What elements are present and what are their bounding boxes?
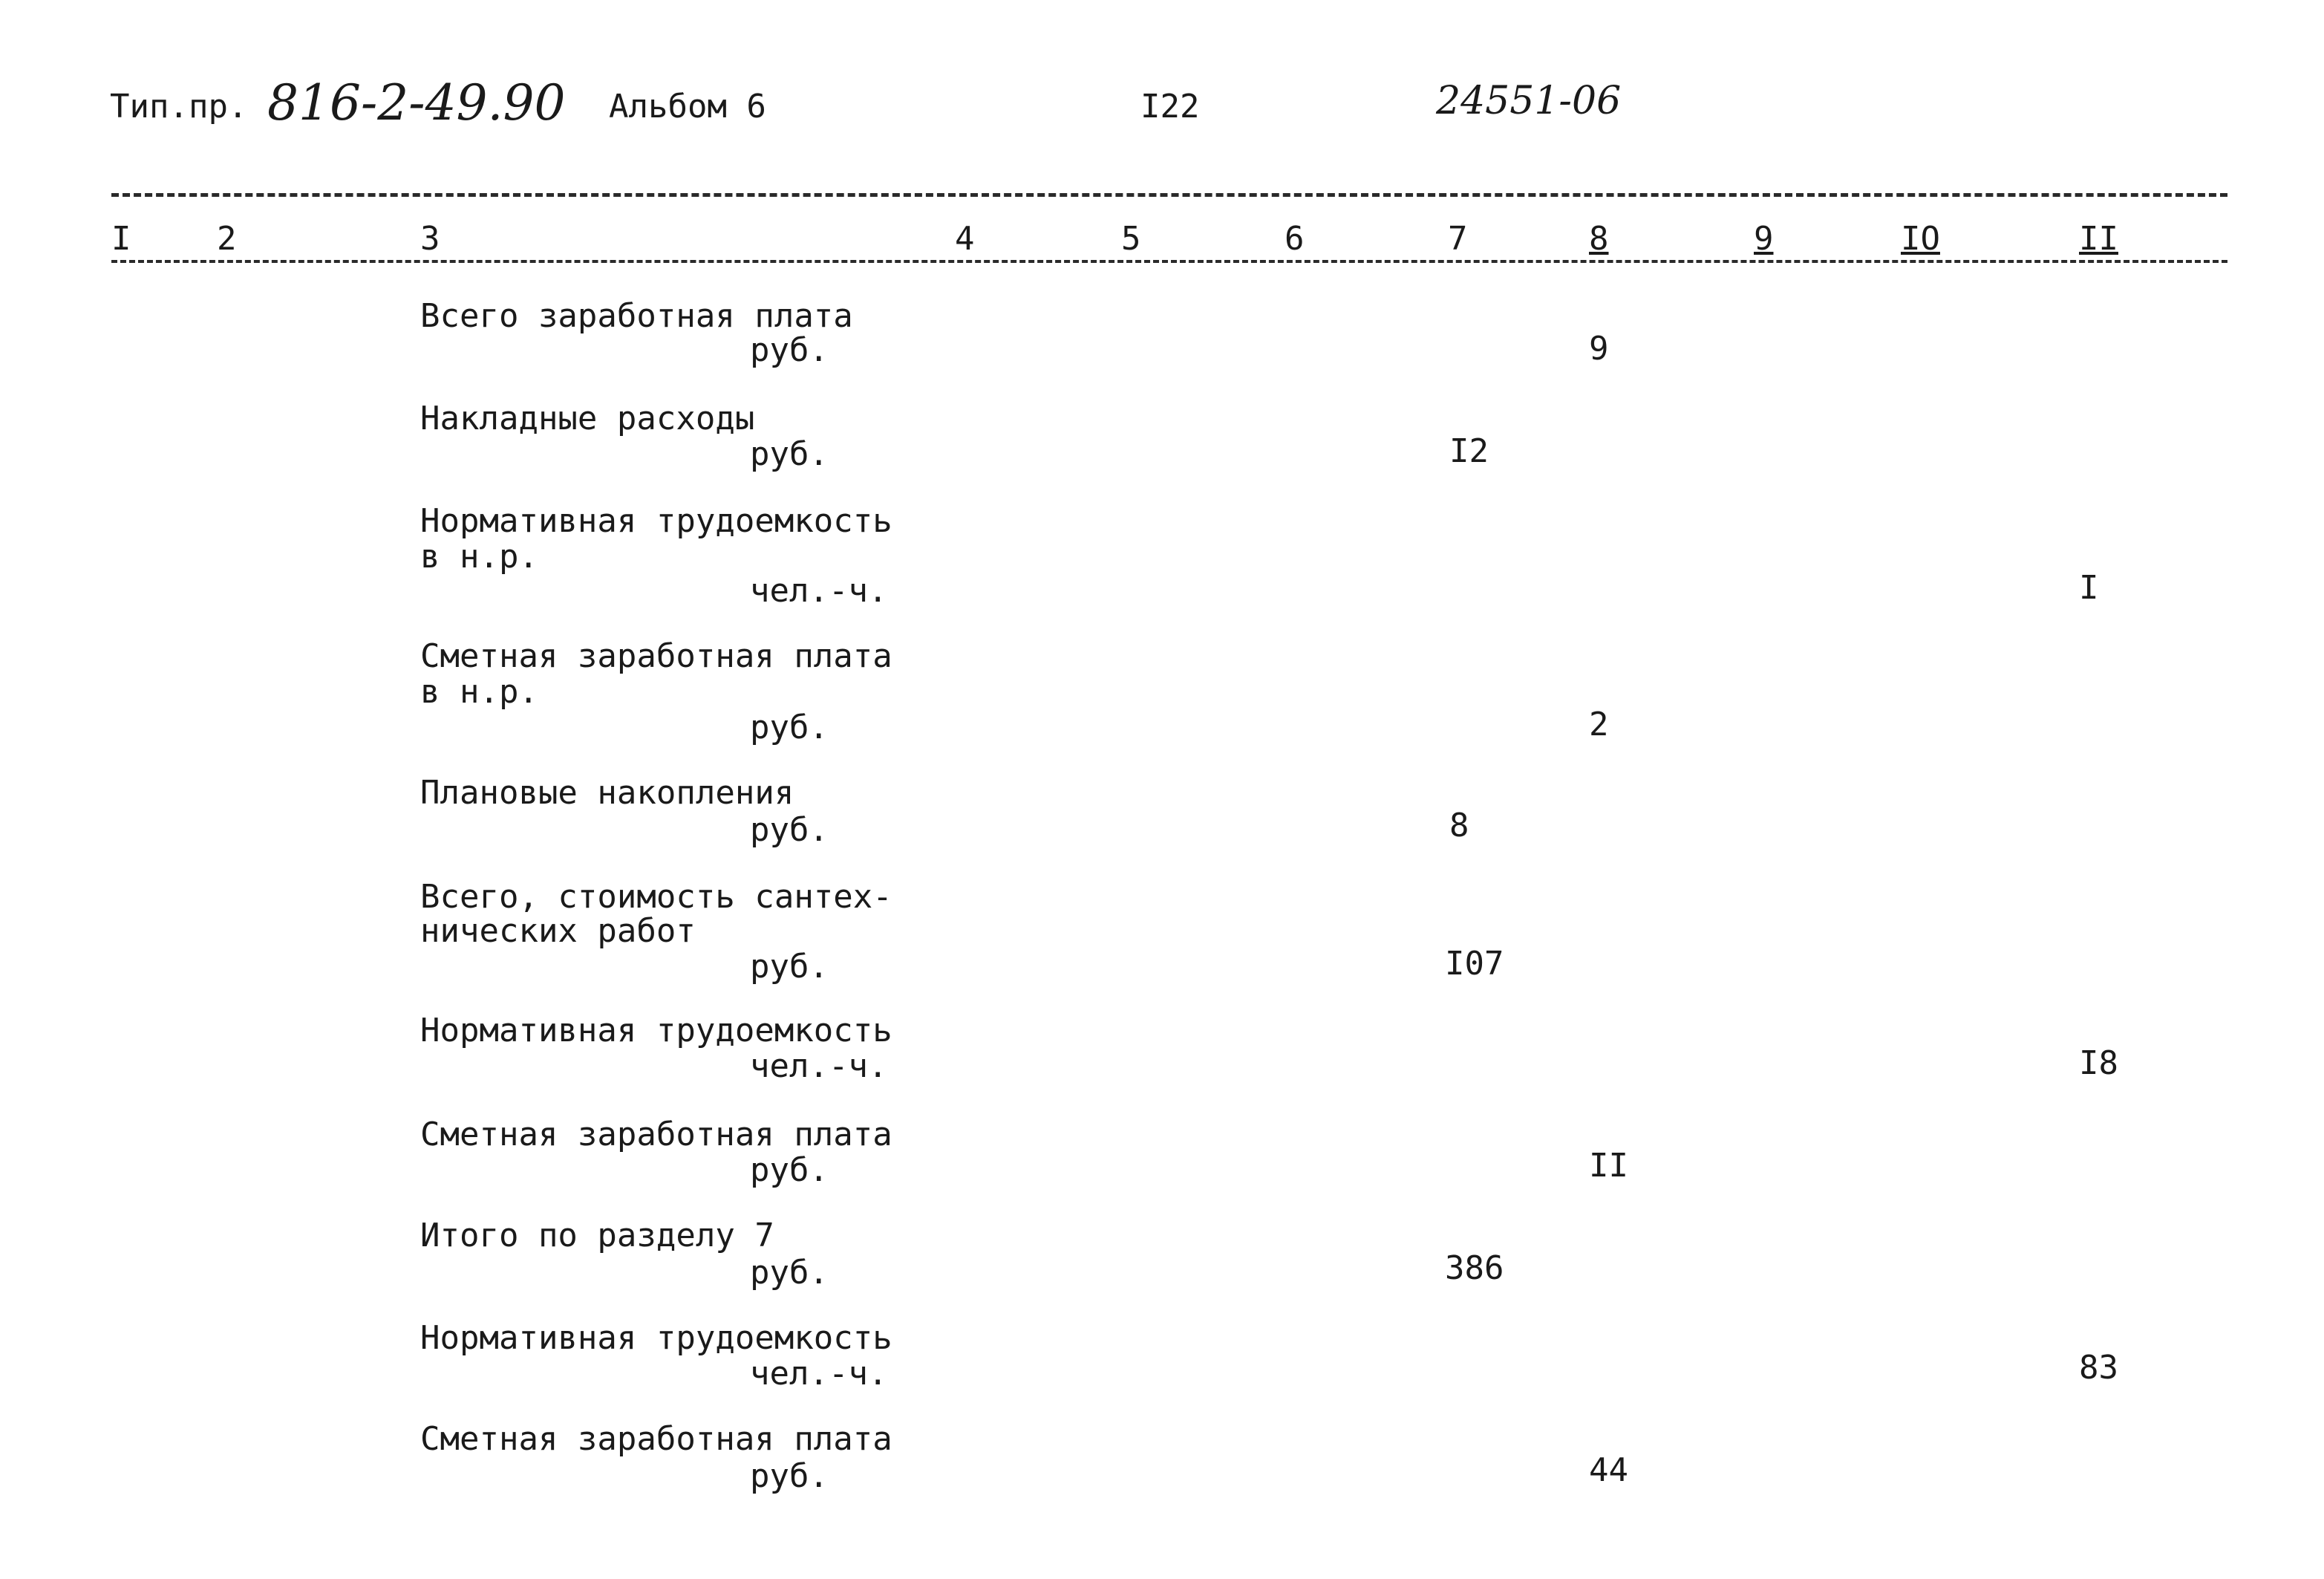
- row-8-col8: II: [1589, 1147, 1628, 1185]
- column-number-11: II: [2079, 220, 2118, 258]
- row-9-label: Итого по разделу 7: [420, 1217, 774, 1254]
- row-5-label: Плановые накопления: [420, 774, 794, 812]
- row-9-col7: 386: [1445, 1249, 1504, 1287]
- row-6-col7: I07: [1445, 945, 1504, 983]
- row-6-label-line2: нических работ: [420, 912, 696, 950]
- row-4-label-line1: Сметная заработная плата: [420, 637, 892, 675]
- row-1-label: Всего заработная плата: [420, 297, 853, 335]
- column-number-5: 5: [1121, 220, 1141, 258]
- row-4-col8: 2: [1589, 706, 1609, 743]
- page-number: I22: [1140, 88, 1200, 126]
- row-6-unit: руб.: [750, 948, 829, 986]
- project-code: 816-2-49.90: [267, 74, 566, 131]
- row-4-label-line2: в н.р.: [420, 673, 538, 711]
- row-1-col8: 9: [1589, 330, 1609, 368]
- row-1-unit: руб.: [750, 331, 829, 369]
- column-number-10: IO: [1901, 220, 1940, 258]
- row-11-col8: 44: [1589, 1451, 1628, 1489]
- row-3-label-line2: в н.р.: [420, 538, 538, 576]
- row-7-label: Нормативная трудоемкость: [420, 1012, 892, 1049]
- column-number-8: 8: [1589, 220, 1609, 258]
- row-2-col7: I2: [1449, 432, 1489, 470]
- row-2-unit: руб.: [750, 435, 829, 473]
- column-number-4: 4: [955, 220, 975, 258]
- column-number-9: 9: [1754, 220, 1774, 258]
- row-7-col11: I8: [2079, 1044, 2118, 1082]
- row-3-label-line1: Нормативная трудоемкость: [420, 502, 892, 540]
- row-10-label: Нормативная трудоемкость: [420, 1319, 892, 1357]
- row-5-col7: 8: [1449, 807, 1469, 844]
- column-header-rule: [111, 260, 2227, 270]
- row-9-unit: руб.: [750, 1254, 829, 1292]
- row-11-unit: руб.: [750, 1457, 829, 1495]
- row-3-unit: чел.-ч.: [750, 572, 888, 610]
- row-4-unit: руб.: [750, 709, 829, 746]
- row-8-unit: руб.: [750, 1151, 829, 1189]
- column-number-2: 2: [217, 220, 237, 258]
- row-8-label: Сметная заработная плата: [420, 1116, 892, 1153]
- document-number: 24551-06: [1436, 79, 1622, 123]
- row-2-label: Накладные расходы: [420, 400, 755, 437]
- row-11-label: Сметная заработная плата: [420, 1420, 892, 1458]
- row-7-unit: чел.-ч.: [750, 1047, 888, 1085]
- column-number-7: 7: [1448, 220, 1468, 258]
- album-label: Альбом 6: [609, 88, 766, 126]
- type-project-label: Тип.пр.: [110, 88, 248, 126]
- column-number-6: 6: [1285, 220, 1305, 258]
- row-3-col11: I: [2079, 569, 2099, 607]
- column-number-1: I: [111, 220, 131, 258]
- row-5-unit: руб.: [750, 811, 829, 849]
- column-number-3: 3: [420, 220, 440, 258]
- row-10-col11: 83: [2079, 1349, 2118, 1387]
- row-6-label-line1: Всего, стоимость сантех-: [420, 878, 892, 916]
- header-divider: [111, 193, 2227, 197]
- row-10-unit: чел.-ч.: [750, 1355, 888, 1393]
